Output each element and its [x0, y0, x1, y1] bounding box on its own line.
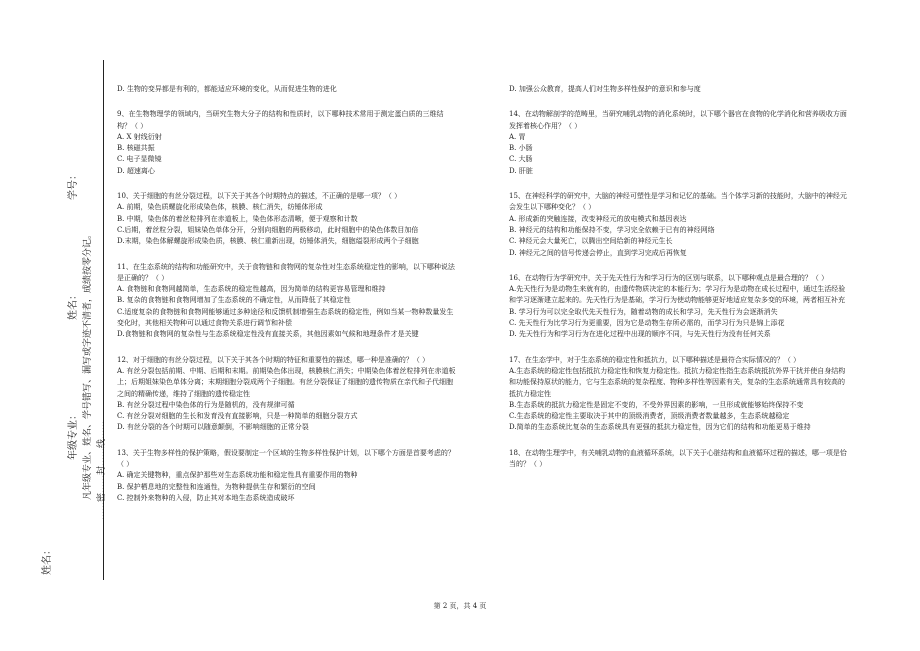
question-block [509, 448, 849, 471]
option-b: B. 复杂的食物链和食物网增加了生态系统的不确定性，从而降低了其稳定性 [117, 296, 351, 305]
option-b: B. 小肠 [509, 144, 533, 153]
binding-sidebar [0, 0, 115, 651]
question-text: 18、在动物生理学中，有关哺乳动物的血液循环系统，以下关于心脏结构和血液循环过程的描述，哪一项是恰当的？（ ） [509, 448, 847, 469]
question-block [509, 273, 849, 341]
binding-instruction: 凡年级专业、姓名、学号错写、漏写或字迹不清者，成绩按零分记。 [83, 229, 93, 500]
option-a: A. 食物链和食物网越简单，生态系统的稳定性越高，因为简单的结构更容易管理和维持 [117, 285, 386, 294]
option-c: C. 有丝分裂对细胞的生长和发育没有直接影响，只是一种简单的细胞分裂方式 [117, 412, 358, 421]
question-text: 11、在生态系统的结构和功能研究中，关于食物链和食物网的复杂性对生态系统稳定性的影响，以下哪种说法是正确的？（ ） [117, 262, 455, 282]
option-a: A. 确定关键物种，重点保护那些对生态系统功能和稳定性具有重要作用的物种 [117, 471, 358, 480]
option-d: D.食物链和食物网的复杂性与生态系统稳定性没有直接关系，其他因素如气候和地理条件才是关键 [117, 330, 419, 339]
question-text: D. 加强公众教育，提高人们对生物多样性保护的意识和参与度 [509, 85, 701, 93]
student-id-label: 学号： [68, 170, 79, 200]
option-d: D. 肝脏 [509, 166, 533, 175]
option-d: D. 有丝分裂的各个时期可以随意颠倒，不影响细胞的正常分裂 [117, 423, 309, 432]
question-block [117, 84, 457, 95]
option-c: C. 先天性行为比学习行为更重要，因为它是动物生存所必需的，而学习行为只是锦上添花 [509, 319, 785, 328]
option-c: C. 大肠 [509, 155, 533, 164]
option-d: D. 神经元之间的信号传递会停止，直到学习完成后再恢复 [509, 248, 687, 257]
question-block [117, 355, 457, 434]
question-text: 15、在神经科学的研究中，大脑的神经可塑性是学习和记忆的基础。当个体学习新的技能时，大脑中的神经元会发生以下哪种变化？（ ） [509, 192, 847, 212]
question-block [509, 84, 849, 95]
option-d: D.简单的生态系统比复杂的生态系统具有更强的抵抗力稳定性，因为它们的结构和功能更易于维持 [509, 423, 811, 432]
option-c: C. 神经元会大量死亡，以腾出空间给新的神经元生长 [509, 237, 673, 246]
option-a: A. 形成新的突触连接，改变神经元的放电模式和基因表达 [509, 214, 687, 223]
page-footer: 第 2 页，共 4 页 [433, 602, 487, 610]
question-block [509, 191, 849, 259]
option-a: A.先天性行为是动物生来就有的，由遗传物质决定的本能行为；学习行为是动物在成长过程中，通过生活经验和学习逐渐建立起来的。先天性行为是基础，学习行为使动物能够更好地适应复杂多变的环境，两者相互补充 [509, 285, 846, 305]
option-c: C. 电子显微镜 [117, 155, 162, 164]
option-c: C.生态系统的稳定性主要取决于其中的顶级消费者，顶级消费者数量越多，生态系统越稳定 [509, 412, 790, 421]
question-text: 14、在动物解剖学的范畴里，当研究哺乳动物的消化系统时，以下哪个器官在食物的化学消化和营养吸收方面发挥着核心作用？（ ） [509, 110, 847, 130]
option-b: B.生态系统的抵抗力稳定性是固定不变的，不受外界因素的影响，一旦形成就能够始终保持不变 [509, 400, 804, 409]
right-question-column [509, 84, 849, 470]
question-block [509, 355, 849, 434]
left-question-column [117, 84, 457, 504]
question-block [509, 109, 849, 177]
question-block [117, 109, 457, 177]
option-c: C.后期，着丝粒分裂，姐妹染色单体分开，分别向细胞的两极移动，此时细胞中的染色体数目加倍 [117, 225, 419, 234]
option-b: B. 有丝分裂过程中染色体的行为是随机的，没有规律可循 [117, 400, 295, 409]
question-block [117, 191, 457, 247]
question-text: D. 生物的变异都是有利的，都能适应环境的变化，从而促进生物的进化 [117, 85, 337, 93]
question-text: 9、在生物物理学的领域内，当研究生物大分子的结构和性质时，以下哪种技术常用于测定蛋白质的三维结构？（ ） [117, 110, 444, 130]
question-block [117, 448, 457, 504]
examinee-name-label: 姓名： [42, 545, 53, 575]
option-d: D.末期，染色体解螺旋形成染色质，核膜、核仁重新出现，纺锤体消失，细胞缢裂形成两个子细胞 [117, 237, 419, 246]
question-block [117, 262, 457, 341]
option-b: B. 神经元的结构和功能保持不变，学习完全依赖于已有的神经网络 [509, 225, 715, 234]
major-label: 年级专业： [68, 410, 79, 460]
name-label: 姓名： [68, 290, 79, 320]
question-text: 12、对于细胞的有丝分裂过程，以下关于其各个时期的特征和重要性的描述，哪一种是准确的？（ ） [117, 355, 430, 364]
option-b: B. 保护栖息地的完整性和连通性，为物种提供生存和繁衍的空间 [117, 482, 316, 491]
option-b: B. 核磁共振 [117, 144, 155, 153]
question-text: 13、关于生物多样性的保护策略，假设要制定一个区域的生物多样性保护计划，以下哪个方面是首要考虑的？（ ） [117, 448, 455, 469]
question-text: 17、在生态学中，对于生态系统的稳定性和抵抗力，以下哪种描述是最符合实际情况的？（ ） [509, 355, 801, 364]
option-b: B. 中期，染色体的着丝粒排列在赤道板上，染色体形态清晰，便于观察和计数 [117, 214, 358, 223]
option-a: A. 前期，染色质螺旋化形成染色体，核膜、核仁消失，纺锤体形成 [117, 203, 323, 212]
option-c: C. 控制外来物种的入侵，防止其对本地生态系统造成破坏 [117, 493, 295, 502]
option-c: C.适度复杂的食物链和食物网能够通过多种途径和反馈机制增强生态系统的稳定性，例如当某一物种数量发生变化时，其他相关物种可以通过食物关系进行调节和补偿 [117, 307, 454, 328]
option-d: D. 超速离心 [117, 166, 155, 175]
seal-line-text: ……密……封……线…… [97, 420, 107, 520]
option-a: A. 有丝分裂包括前期、中期、后期和末期。前期染色体出现，核膜核仁消失；中期染色体着丝粒排列在赤道板上；后期姐妹染色单体分离；末期细胞分裂成两个子细胞。有丝分裂保证了细胞的遗传物质在亲代和子代细胞之间的精确传递，维持了细胞的遗传稳定性 [117, 366, 456, 398]
option-a: A. 胃 [509, 132, 526, 141]
question-text: 10、关于细胞的有丝分裂过程，以下关于其各个时期特点的描述，不正确的是哪一项？（ ） [117, 192, 402, 201]
question-text: 16、在动物行为学研究中，关于先天性行为和学习行为的区别与联系，以下哪种观点是最合理的？（ ） [509, 273, 829, 282]
option-a: A.生态系统的稳定性包括抵抗力稳定性和恢复力稳定性。抵抗力稳定性指生态系统抵抗外界干扰并使自身结构和功能保持原状的能力，它与生态系统的复杂程度、物种多样性等因素有关，复杂的生态系统通常具有较高的抵抗力稳定性 [509, 366, 846, 398]
option-d: D. 先天性行为和学习行为在进化过程中出现的顺序不同，与先天性行为没有任何关系 [509, 330, 771, 339]
option-b: B. 学习行为可以完全取代先天性行为，随着动物的成长和学习，先天性行为会逐渐消失 [509, 307, 778, 316]
option-a: A. X 射线衍射 [117, 132, 162, 141]
